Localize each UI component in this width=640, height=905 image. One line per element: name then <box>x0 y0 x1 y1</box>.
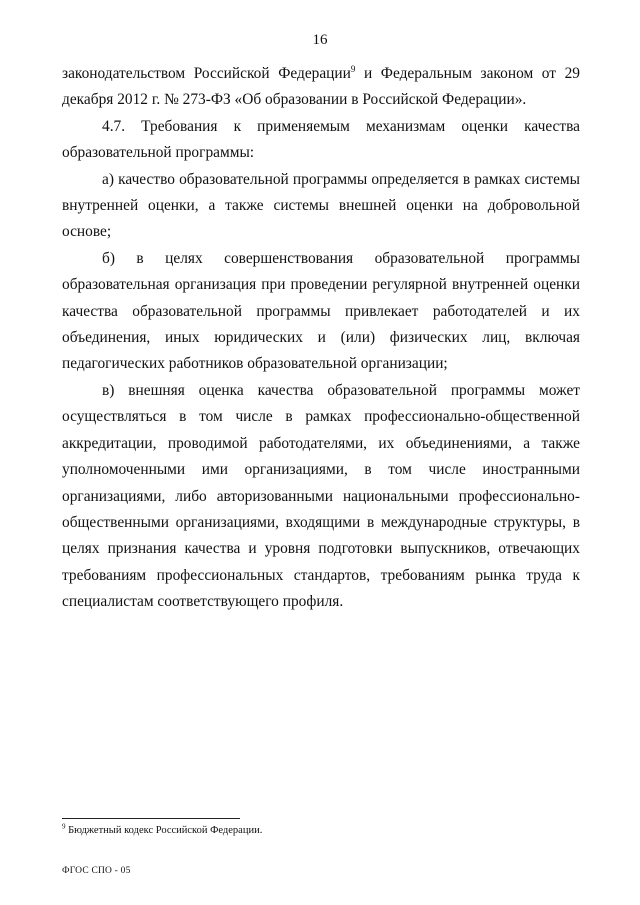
paragraph-item-c: в) внешняя оценка качества образовательной программы может осуществляться в том числе в рамках профессионально-общественной аккредитации, проводимой работодателями, их объединениями, а также уполномоченными ими организациями, в том числе иностранными организациями, либо авторизованными национальными профессионально-общественными организациями, входящими в международные структуры, в целях признания качества и уровня подготовки выпускников, отвечающих требованиям профессиональных стандартов, требованиям рынка труда к специалистам соответствующего профиля. <box>62 381 580 611</box>
footnote-reference: 9 <box>350 63 356 74</box>
page-number: 16 <box>312 32 328 48</box>
footnote-divider <box>62 818 240 819</box>
footnote-text: Бюджетный кодекс Российской Федерации. <box>65 825 263 836</box>
paragraph-continuation <box>62 61 580 114</box>
body-text <box>62 61 580 616</box>
paragraph-section-heading: 4.7. Требования к применяемым механизмам оценки качества образовательной программы: <box>62 117 580 162</box>
footnote-marker: 9 <box>62 822 66 831</box>
paragraph-text: законодательством Российской Федерации <box>62 65 351 82</box>
paragraph-item-b: б) в целях совершенствования образовательной программы образовательная организация при проведении регулярной внутренней оценки качества образовательной программы привлекает работодателей и их объединения, иных юридических и (или) физических лиц, включая педагогических работников образовательной организации; <box>62 249 580 373</box>
footnote <box>62 824 582 838</box>
paragraph-text: и Федеральным законом от 29 декабря 2012 г. № 273-ФЗ «Об образовании в Российской Федерации». <box>62 65 580 109</box>
footer-document-code: ФГОС СПО - 05 <box>62 866 131 876</box>
paragraph-item-a: а) качество образовательной программы определяется в рамках системы внутренней оценки, а также системы внешней оценки на добровольной основе; <box>62 170 580 241</box>
